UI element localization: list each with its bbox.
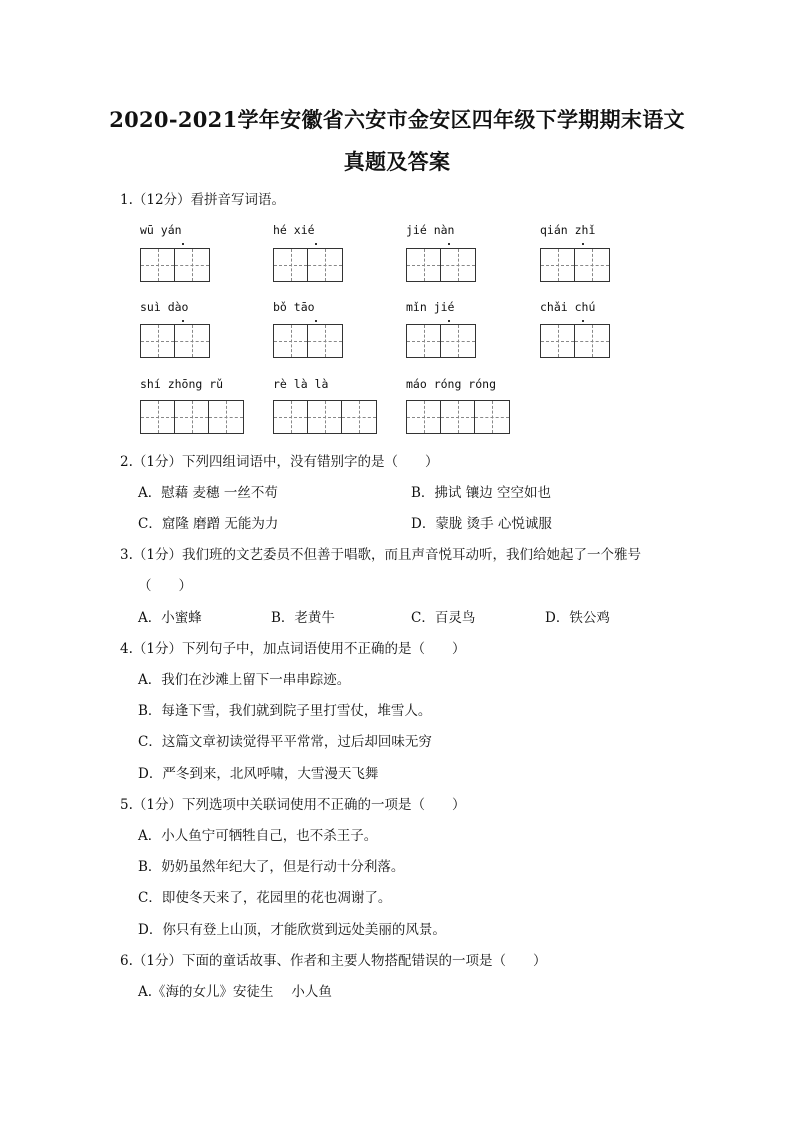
q3-option-c: C．百灵鸟 (411, 610, 476, 626)
q5-option-c: C．即使冬天来了，花园里的花也凋谢了。 (138, 890, 392, 906)
q3-option-d: D．铁公鸡 (545, 610, 610, 626)
q5-stem: 5.（1分）下列选项中关联词使用不正确的一项是（ ） (120, 797, 466, 813)
writing-grid[interactable] (540, 324, 610, 358)
writing-grid[interactable] (140, 400, 244, 434)
doc-title-line-1: 2020-2021学年安徽省六安市金安区四年级下学期期末语文 (109, 107, 685, 132)
doc-title-line-2: 真题及答案 (343, 149, 451, 174)
writing-grid[interactable] (273, 324, 343, 358)
writing-grid[interactable] (273, 400, 377, 434)
writing-grid[interactable] (273, 248, 343, 282)
pinyin-label: mǐn jié (406, 300, 455, 314)
pinyin-label: qián zhǐ (540, 223, 596, 237)
pinyin-label: bǒ tāo (273, 300, 315, 314)
pinyin-label: chǎi chú (540, 300, 596, 314)
q5-option-b: B．奶奶虽然年纪大了，但是行动十分利落。 (138, 859, 405, 875)
q4-option-c: C．这篇文章初读觉得平平常常，过后却回味无穷 (138, 734, 432, 750)
writing-grid[interactable] (140, 248, 210, 282)
tone-dot (448, 320, 450, 322)
q2-option-b: B．拂试 镶边 空空如也 (411, 485, 552, 501)
q3-answer-paren: （ ） (138, 578, 192, 594)
q4-option-a: A．我们在沙滩上留下一串串踪迹。 (138, 672, 351, 688)
q6-stem: 6.（1分）下面的童话故事、作者和主要人物搭配错误的一项是（ ） (120, 953, 547, 969)
tone-dot (315, 243, 317, 245)
q5-option-d: D．你只有登上山顶，才能欣赏到远处美丽的风景。 (138, 922, 446, 938)
q2-stem: 2.（1分）下列四组词语中，没有错别字的是（ ） (120, 454, 439, 470)
pinyin-label: jié nàn (406, 223, 455, 237)
pinyin-label: wū yán (140, 223, 182, 237)
q2-option-a: A．慰藉 麦穗 一丝不苟 (138, 485, 278, 501)
q1-stem: 1.（12分）看拼音写词语。 (120, 192, 286, 208)
q4-option-b: B．每逢下雪，我们就到院子里打雪仗，堆雪人。 (138, 703, 432, 719)
q2-option-c: C．窟隆 磨蹭 无能为力 (138, 516, 279, 532)
pinyin-label: suì dào (140, 300, 189, 314)
writing-grid[interactable] (406, 324, 476, 358)
pinyin-label: rè là là (273, 377, 329, 391)
pinyin-label: shí zhōng rǔ (140, 377, 224, 391)
q6-option-a: A.《海的女儿》安徒生 小人鱼 (138, 984, 332, 1000)
q4-stem: 4.（1分）下列句子中，加点词语使用不正确的是（ ） (120, 641, 466, 657)
q2-option-d: D．蒙胧 烫手 心悦诚服 (411, 516, 552, 532)
pinyin-label: máo róng róng (406, 377, 497, 391)
writing-grid[interactable] (406, 248, 476, 282)
q4-option-d: D．严冬到来，北风呼啸，大雪漫天飞舞 (138, 766, 379, 782)
q5-option-a: A．小人鱼宁可牺牲自己，也不杀王子。 (138, 828, 378, 844)
tone-dot (582, 243, 584, 245)
tone-dot (582, 320, 584, 322)
writing-grid[interactable] (140, 324, 210, 358)
tone-dot (448, 243, 450, 245)
tone-dot (315, 320, 317, 322)
pinyin-label: hé xié (273, 223, 315, 237)
writing-grid[interactable] (406, 400, 510, 434)
q3-option-a: A．小蜜蜂 (138, 610, 202, 626)
q3-option-b: B．老黄牛 (271, 610, 335, 626)
tone-dot (182, 243, 184, 245)
tone-dot (182, 320, 184, 322)
writing-grid[interactable] (540, 248, 610, 282)
q3-stem: 3.（1分）我们班的文艺委员不但善于唱歌，而且声音悦耳动听，我们给她起了一个雅号 (120, 547, 641, 563)
